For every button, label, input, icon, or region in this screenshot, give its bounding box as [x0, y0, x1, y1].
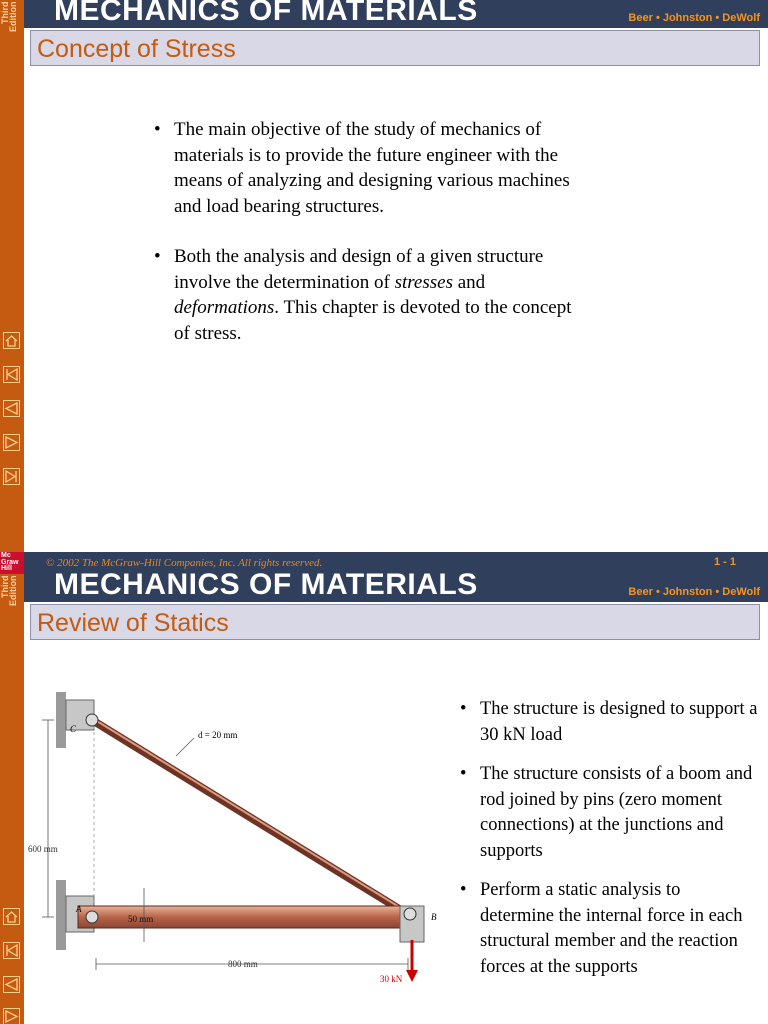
- height-label: 600 mm: [28, 844, 58, 854]
- wall-support-a: [56, 880, 66, 950]
- section-header: [30, 30, 760, 66]
- emphasis-stresses: stresses: [394, 271, 453, 293]
- home-button[interactable]: [3, 908, 20, 925]
- next-page-icon: [4, 1009, 19, 1024]
- edition-label: Third Edition: [0, 576, 18, 607]
- pin-a: [86, 911, 98, 923]
- first-page-icon: [4, 943, 19, 958]
- bullet-list: [458, 697, 758, 980]
- first-page-button[interactable]: [3, 942, 20, 959]
- section-header: [30, 604, 760, 640]
- last-page-button[interactable]: [3, 468, 20, 485]
- last-page-icon: [4, 469, 19, 484]
- span-label: 800 mm: [228, 959, 258, 969]
- label-b: B: [431, 912, 437, 922]
- rod-cb: [92, 720, 404, 912]
- first-page-button[interactable]: [3, 366, 20, 383]
- next-page-icon: [4, 435, 19, 450]
- home-icon: [4, 909, 19, 924]
- label-a: A: [76, 904, 82, 914]
- page-title: MECHANICS OF MATERIALS: [54, 568, 478, 601]
- bullet-item: • The structure is designed to support a 30 kN load: [458, 697, 758, 748]
- next-page-button[interactable]: [3, 434, 20, 451]
- structure-figure: [28, 682, 448, 1002]
- page-title: MECHANICS OF MATERIALS: [54, 0, 478, 27]
- bullet-item: • The structure consists of a boom and rod joined by pins (zero moment connections) at the junctions and supports: [458, 762, 758, 864]
- publisher-logo: Mc Graw Hill: [0, 552, 24, 574]
- previous-page-button[interactable]: [3, 976, 20, 993]
- previous-page-button[interactable]: [3, 400, 20, 417]
- title-bar: [24, 568, 768, 602]
- first-page-icon: [4, 367, 19, 382]
- pin-b: [404, 908, 416, 920]
- rod-diameter-label: d = 20 mm: [198, 730, 238, 740]
- sidebar: [0, 0, 24, 552]
- next-page-button[interactable]: [3, 1008, 20, 1024]
- wall-support-c: [56, 692, 66, 748]
- authors-label: Beer • Johnston • DeWolf: [628, 586, 760, 598]
- previous-page-icon: [4, 401, 19, 416]
- section-title: Review of Statics: [37, 609, 229, 637]
- home-icon: [4, 333, 19, 348]
- emphasis-deformations: deformations: [174, 297, 275, 318]
- label-c: C: [70, 724, 77, 734]
- authors-label: Beer • Johnston • DeWolf: [628, 12, 760, 24]
- previous-page-icon: [4, 977, 19, 992]
- page-number: 1 - 1: [713, 556, 736, 568]
- copyright-text: © 2002 The McGraw-Hill Companies, Inc. All rights reserved.: [46, 557, 323, 569]
- bullet-item: • The main objective of the study of mechanics of materials is to provide the future engineer with the means of analyzing and designing various machines and load bearing structures.: [152, 117, 582, 219]
- home-button[interactable]: [3, 332, 20, 349]
- section-title: Concept of Stress: [37, 35, 236, 63]
- edition-label: Third Edition: [0, 2, 18, 33]
- boom-ab: [78, 906, 404, 928]
- bullet-item: • Perform a static analysis to determine the internal force in each structural member and the reaction forces at the supports: [458, 878, 758, 980]
- load-label: 30 kN: [380, 974, 403, 984]
- sidebar: [0, 552, 24, 1024]
- boom-depth-label: 50 mm: [128, 914, 154, 924]
- slide-review-of-statics: [0, 552, 768, 1024]
- title-bar: [24, 0, 768, 28]
- bullet-item: • Both the analysis and design of a given structure involve the determination of stresses and deformations. This chapter is devoted to the concept of stress.: [152, 244, 582, 346]
- pin-c: [86, 714, 98, 726]
- bullet-list: [152, 117, 582, 346]
